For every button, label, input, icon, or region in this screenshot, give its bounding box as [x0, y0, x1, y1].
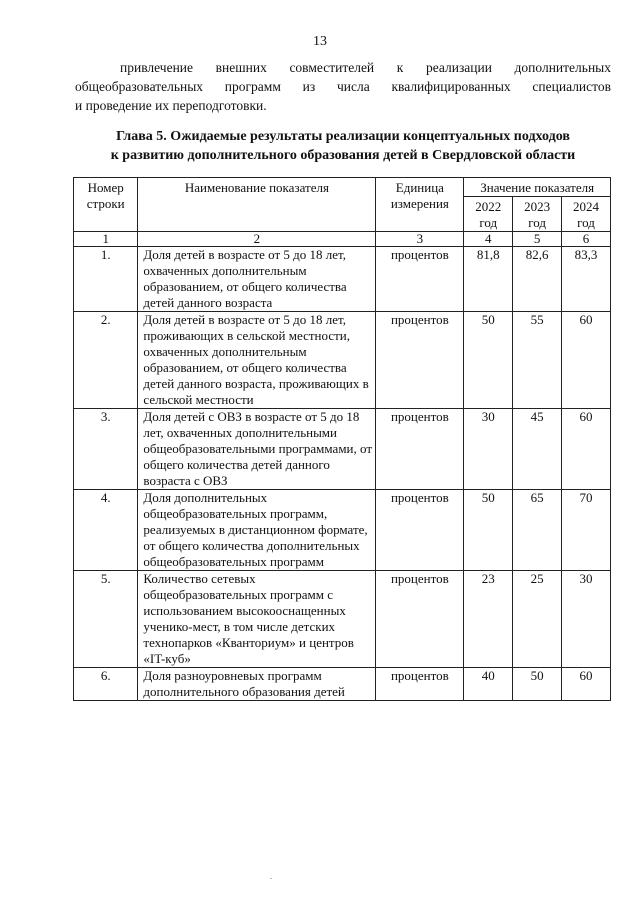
- intro-paragraph: [75, 58, 611, 115]
- value-2022: 23: [464, 571, 513, 668]
- indicator-unit: процентов: [376, 409, 464, 490]
- value-2024: 60: [562, 409, 611, 490]
- indicator-name: Доля детей в возрасте от 5 до 18 лет, охваченных дополнительным образованием, от общего количества детей данного возраста: [138, 247, 376, 312]
- indicator-name: Доля разноуровневых программ дополнительного образования детей: [138, 668, 376, 701]
- value-2022: 40: [464, 668, 513, 701]
- value-2024: 83,3: [562, 247, 611, 312]
- value-2023: 50: [513, 668, 562, 701]
- indicator-unit: процентов: [376, 247, 464, 312]
- chapter-heading-line-2: к развитию дополнительного образования детей в Свердловской области: [110, 148, 576, 163]
- header-value: Значение показателя: [464, 178, 611, 197]
- header-row-number: Номер строки: [74, 178, 138, 232]
- header-year-2023: 2023 год: [513, 197, 562, 232]
- value-2022: 50: [464, 312, 513, 409]
- row-number: 1.: [74, 247, 138, 312]
- row-number: 2.: [74, 312, 138, 409]
- row-number: 6.: [74, 668, 138, 701]
- value-2024: 60: [562, 668, 611, 701]
- header-unit: Единица измерения: [376, 178, 464, 232]
- row-number: 3.: [74, 409, 138, 490]
- value-2023: 55: [513, 312, 562, 409]
- scan-speck: [270, 878, 272, 879]
- value-2023: 82,6: [513, 247, 562, 312]
- column-number: 5: [513, 232, 562, 247]
- table-row: [74, 490, 611, 571]
- chapter-heading-line-1: Глава 5. Ожидаемые результаты реализации концептуальных подходов: [116, 129, 570, 144]
- value-2022: 50: [464, 490, 513, 571]
- column-numbers-row: [74, 232, 611, 247]
- value-2024: 60: [562, 312, 611, 409]
- indicator-unit: процентов: [376, 571, 464, 668]
- table-row: [74, 409, 611, 490]
- column-number: 2: [138, 232, 376, 247]
- chapter-heading: [75, 127, 611, 165]
- header-year-2022: 2022 год: [464, 197, 513, 232]
- indicator-name: Доля детей в возрасте от 5 до 18 лет, проживающих в сельской местности, охваченных дополнительным образованием, от общего количества детей данного возраста, проживающих в сельской местности: [138, 312, 376, 409]
- table-row: [74, 312, 611, 409]
- indicator-unit: процентов: [376, 312, 464, 409]
- column-number: 4: [464, 232, 513, 247]
- indicator-name: Количество сетевых общеобразовательных программ с использованием высокооснащенных ученико-мест, в том числе детских технопарков «Кванториум» и центров «IT-куб»: [138, 571, 376, 668]
- value-2023: 25: [513, 571, 562, 668]
- header-indicator-name: Наименование показателя: [138, 178, 376, 232]
- header-year-2024: 2024 год: [562, 197, 611, 232]
- indicator-unit: процентов: [376, 490, 464, 571]
- indicator-unit: процентов: [376, 668, 464, 701]
- row-number: 5.: [74, 571, 138, 668]
- table-row: [74, 571, 611, 668]
- table-header-row: [74, 178, 611, 197]
- column-number: 6: [562, 232, 611, 247]
- indicators-table: [73, 177, 611, 701]
- row-number: 4.: [74, 490, 138, 571]
- intro-line-1: привлечение внешних совместителей к реализации дополнительных: [120, 60, 611, 75]
- value-2023: 65: [513, 490, 562, 571]
- intro-line-3: и проведение их переподготовки.: [75, 98, 267, 113]
- intro-line-2: общеобразовательных программ из числа квалифицированных специалистов: [75, 79, 611, 94]
- indicator-name: Доля детей с ОВЗ в возрасте от 5 до 18 лет, охваченных дополнительными общеобразовательными программами, от общего количества детей данного возраста с ОВЗ: [138, 409, 376, 490]
- indicator-name: Доля дополнительных общеобразовательных программ, реализуемых в дистанционном формате, от общего количества дополнительных общеобразовательных программ: [138, 490, 376, 571]
- value-2024: 70: [562, 490, 611, 571]
- column-number: 1: [74, 232, 138, 247]
- page-number: 13: [313, 34, 327, 49]
- column-number: 3: [376, 232, 464, 247]
- value-2023: 45: [513, 409, 562, 490]
- table-row: [74, 247, 611, 312]
- value-2024: 30: [562, 571, 611, 668]
- value-2022: 81,8: [464, 247, 513, 312]
- value-2022: 30: [464, 409, 513, 490]
- table-row: [74, 668, 611, 701]
